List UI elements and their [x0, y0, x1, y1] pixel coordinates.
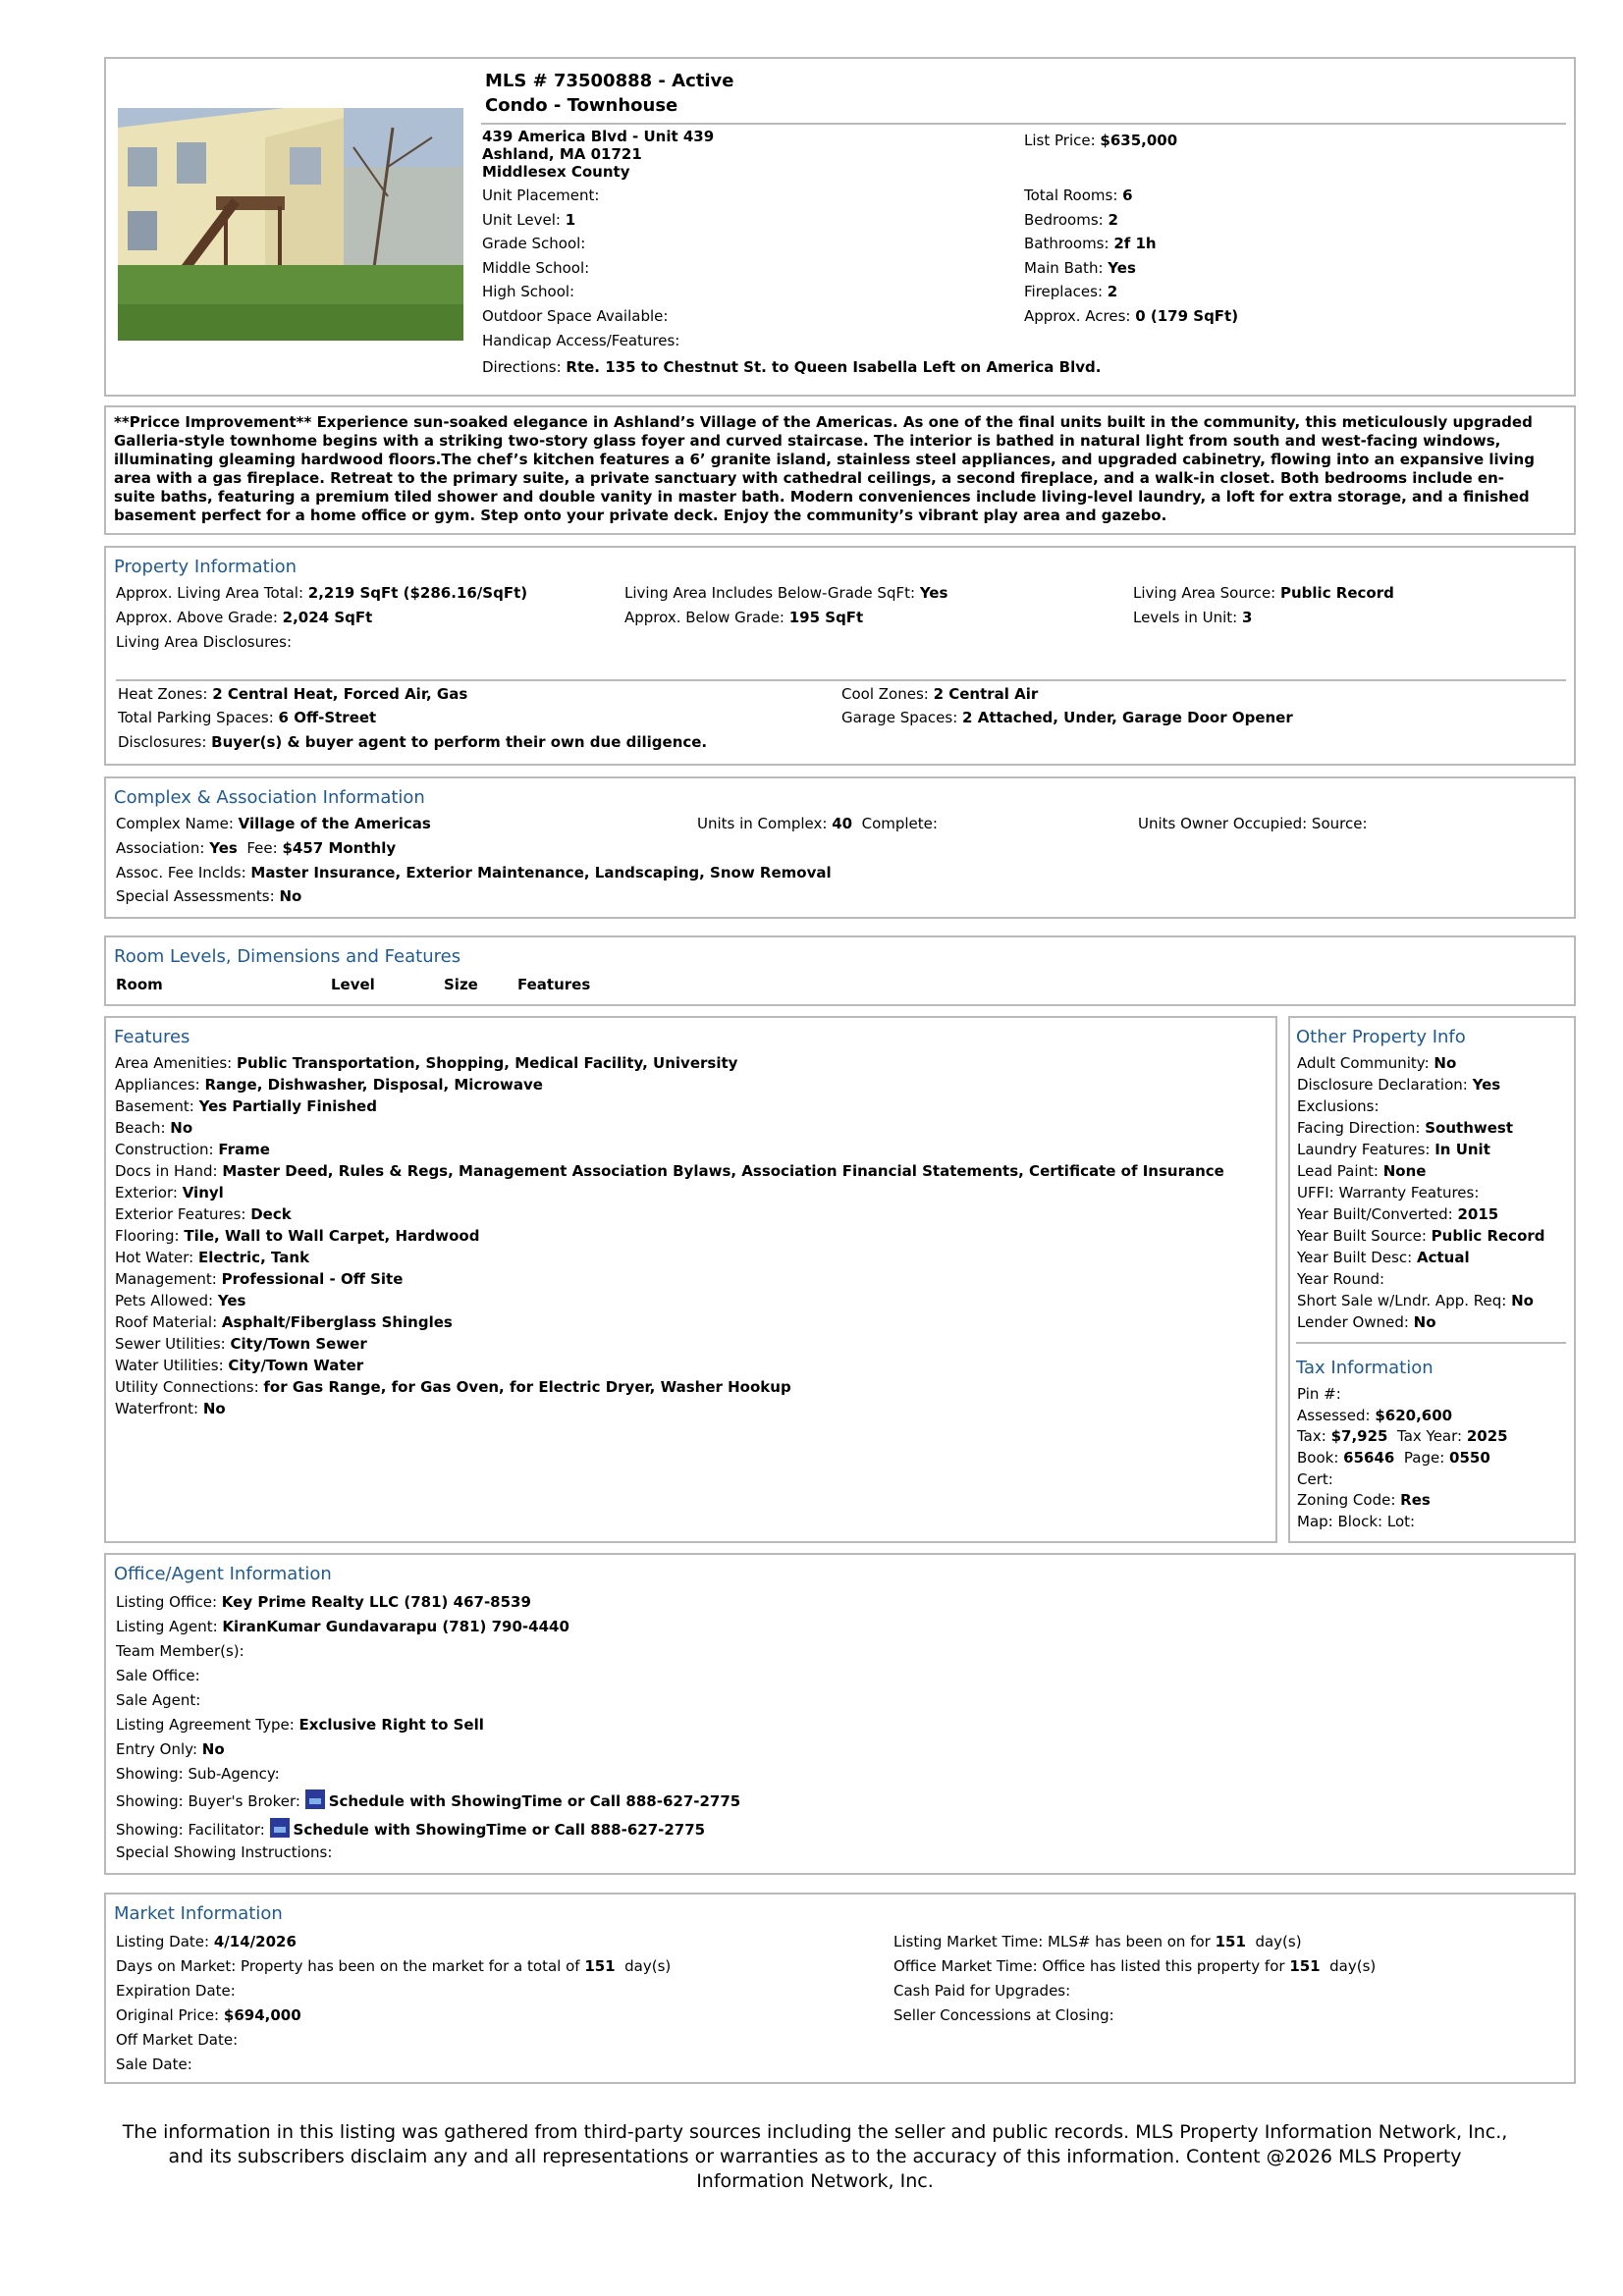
living-area-below-grade: Living Area Includes Below-Grade SqFt: Yes — [624, 584, 948, 602]
market-item: Listing Date: 4/14/2026 — [116, 1933, 297, 1950]
summary-item: Grade School: — [482, 235, 586, 253]
summary-item: Middle School: — [482, 258, 590, 277]
other-info-title: Other Property Info — [1296, 1027, 1466, 1047]
pin-number: Pin #: — [1297, 1385, 1341, 1403]
special-showing-instructions: Special Showing Instructions: — [116, 1843, 333, 1861]
property-description: **Pricce Improvement** Experience sun-soaked elegance in Ashland’s Village of the Americas. As one of the final units built in the community, this meticulously upgraded Galleria-style townhome begins with a striking two-story glass foyer and curved staircase. The interior is bathed in natural light from south and west-facing windows, illuminating gleaming hardwood floors.The chef’s kitchen features a 6’ granite island, stainless steel appliances, and upgraded cabinetry, flowing into an expansive living area with a gas fireplace. Retreat to the primary suite, a private sanctuary with cathedral ceilings, a second fireplace, and a walk-in closet. Both bedrooms include en-suite baths, featuring a premium tiled shower and double vanity in master bath. Modern conveniences include living-level laundry, a loft for extra storage, and a finished basement perfect for a home office or gym. Step onto your private deck. Enjoy the community’s vibrant play area and gazebo. — [114, 413, 1535, 524]
room-header-room: Room — [116, 976, 163, 993]
county: Middlesex County — [482, 163, 630, 181]
showingtime-icon[interactable] — [305, 1789, 325, 1809]
other-info-item: Facing Direction: Southwest — [1297, 1119, 1514, 1137]
summary-item: Unit Level: 1 — [482, 210, 576, 229]
other-info-item: Lender Owned: No — [1297, 1313, 1436, 1331]
other-info-item: Year Built/Converted: 2015 — [1297, 1205, 1499, 1223]
feature-item: Docs in Hand: Master Deed, Rules & Regs, Management Association Bylaws, Association Financial Statements, Certificate of Insurance — [115, 1162, 1224, 1180]
facilitator-link[interactable]: Schedule with ShowingTime or Call 888-627-2775 — [293, 1821, 706, 1839]
property-divider — [116, 679, 1566, 681]
feature-item: Waterfront: No — [115, 1400, 226, 1417]
cool-zones: Cool Zones: 2 Central Air — [841, 685, 1039, 703]
market-item: Cash Paid for Upgrades: — [893, 1981, 1071, 2000]
market-item: Expiration Date: — [116, 1981, 236, 2000]
feature-item: Construction: Frame — [115, 1141, 270, 1158]
feature-item: Basement: Yes Partially Finished — [115, 1097, 377, 1115]
address-line-1: 439 America Blvd - Unit 439 — [482, 128, 715, 145]
other-info-item: UFFI: Warranty Features: — [1297, 1184, 1480, 1201]
market-item: Days on Market: Property has been on the market for a total of 151 day(s) — [116, 1956, 672, 1975]
feature-item: Flooring: Tile, Wall to Wall Carpet, Hardwood — [115, 1227, 480, 1245]
summary-item: Bathrooms: 2f 1h — [1024, 235, 1157, 253]
feature-item: Exterior: Vinyl — [115, 1184, 224, 1201]
living-area-source: Living Area Source: Public Record — [1133, 584, 1394, 602]
below-grade: Approx. Below Grade: 195 SqFt — [624, 609, 864, 626]
office-agent-item: Listing Agent: KiranKumar Gundavarapu (781) 790-4440 — [116, 1618, 569, 1635]
assessed-value: Assessed: $620,600 — [1297, 1407, 1453, 1424]
other-info-item: Disclosure Declaration: Yes — [1297, 1076, 1501, 1094]
office-agent-item: Sale Office: — [116, 1667, 200, 1684]
summary-item: Approx. Acres: 0 (179 SqFt) — [1024, 307, 1239, 325]
mls-number: MLS # 73500888 - Active — [485, 71, 734, 91]
living-area-total: Approx. Living Area Total: 2,219 SqFt ($286.16/SqFt) — [116, 584, 528, 602]
showing-facilitator: Showing: Facilitator: Schedule with ShowingTime or Call 888-627-2775 — [116, 1818, 705, 1839]
parking-spaces: Total Parking Spaces: 6 Off-Street — [118, 709, 377, 726]
summary-item: Bedrooms: 2 — [1024, 210, 1118, 229]
list-price: List Price: $635,000 — [1024, 132, 1178, 149]
feature-item: Roof Material: Asphalt/Fiberglass Shingles — [115, 1313, 453, 1331]
summary-item: Handicap Access/Features: — [482, 331, 680, 349]
other-info-item: Short Sale w/Lndr. App. Req: No — [1297, 1292, 1534, 1309]
property-info-title: Property Information — [114, 557, 298, 577]
above-grade: Approx. Above Grade: 2,024 SqFt — [116, 609, 373, 626]
other-info-item: Lead Paint: None — [1297, 1162, 1427, 1180]
special-assessments: Special Assessments: No — [116, 887, 302, 905]
office-agent-item: Listing Agreement Type: Exclusive Right to Sell — [116, 1716, 484, 1734]
complex-info-title: Complex & Association Information — [114, 787, 425, 808]
office-agent-item: Entry Only: No — [116, 1740, 225, 1758]
features-title: Features — [114, 1027, 190, 1047]
summary-item: Fireplaces: 2 — [1024, 283, 1118, 301]
office-agent-title: Office/Agent Information — [114, 1564, 332, 1584]
feature-item: Appliances: Range, Dishwasher, Disposal, Microwave — [115, 1076, 543, 1094]
other-info-item: Year Built Source: Public Record — [1297, 1227, 1545, 1245]
header-divider — [481, 123, 1566, 125]
market-info-title: Market Information — [114, 1903, 283, 1924]
complex-name: Complex Name: Village of the Americas — [116, 815, 431, 832]
showingtime-icon[interactable] — [270, 1818, 290, 1838]
property-type: Condo - Townhouse — [485, 95, 678, 116]
association-fee: Association: Yes Fee: $457 Monthly — [116, 839, 397, 857]
feature-item: Beach: No — [115, 1119, 193, 1137]
living-area-disclosures: Living Area Disclosures: — [116, 633, 293, 651]
disclosures: Disclosures: Buyer(s) & buyer agent to perform their own due diligence. — [118, 733, 708, 751]
other-info-item: Laundry Features: In Unit — [1297, 1141, 1490, 1158]
market-item: Seller Concessions at Closing: — [893, 2005, 1114, 2024]
market-item: Original Price: $694,000 — [116, 2005, 301, 2024]
book-page: Book: 65646 Page: 0550 — [1297, 1449, 1490, 1467]
zoning-code: Zoning Code: Res — [1297, 1491, 1431, 1509]
room-header-level: Level — [331, 976, 375, 993]
summary-item: Main Bath: Yes — [1024, 258, 1136, 277]
directions: Directions: Rte. 135 to Chestnut St. to Queen Isabella Left on America Blvd. — [482, 358, 1102, 376]
feature-item: Utility Connections: for Gas Range, for Gas Oven, for Electric Dryer, Washer Hookup — [115, 1378, 791, 1396]
feature-item: Management: Professional - Off Site — [115, 1270, 404, 1288]
assoc-fee-includes: Assoc. Fee Inclds: Master Insurance, Exterior Maintenance, Landscaping, Snow Removal — [116, 864, 832, 881]
feature-item: Sewer Utilities: City/Town Sewer — [115, 1335, 367, 1353]
feature-item: Area Amenities: Public Transportation, Shopping, Medical Facility, University — [115, 1054, 738, 1072]
office-agent-item: Listing Office: Key Prime Realty LLC (781) 467-8539 — [116, 1593, 531, 1611]
units-in-complex: Units in Complex: 40 Complete: — [697, 815, 938, 832]
summary-item: Outdoor Space Available: — [482, 307, 669, 325]
room-header-size: Size — [444, 976, 478, 993]
market-item: Off Market Date: — [116, 2030, 239, 2049]
feature-item: Water Utilities: City/Town Water — [115, 1357, 364, 1374]
feature-item: Pets Allowed: Yes — [115, 1292, 246, 1309]
other-divider — [1296, 1342, 1566, 1344]
room-header-features: Features — [517, 976, 591, 993]
cert: Cert: — [1297, 1470, 1333, 1488]
address-line-2: Ashland, MA 01721 — [482, 145, 642, 163]
summary-item: High School: — [482, 283, 575, 301]
heat-zones: Heat Zones: 2 Central Heat, Forced Air, Gas — [118, 685, 468, 703]
summary-item: Total Rooms: 6 — [1024, 187, 1133, 204]
other-info-item: Year Built Desc: Actual — [1297, 1249, 1470, 1266]
tax-amount: Tax: $7,925 Tax Year: 2025 — [1297, 1427, 1508, 1445]
property-photo — [118, 108, 463, 341]
market-item: Office Market Time: Office has listed this property for 151 day(s) — [893, 1956, 1377, 1975]
market-info-box — [104, 1893, 1576, 2084]
office-agent-item: Sale Agent: — [116, 1691, 201, 1709]
levels-in-unit: Levels in Unit: 3 — [1133, 609, 1253, 626]
summary-item: Unit Placement: — [482, 187, 600, 204]
tax-info-title: Tax Information — [1296, 1358, 1434, 1378]
other-info-item: Adult Community: No — [1297, 1054, 1457, 1072]
market-item: Sale Date: — [116, 2055, 192, 2073]
market-item: Listing Market Time: MLS# has been on for 151 day(s) — [893, 1933, 1302, 1950]
map-block-lot: Map: Block: Lot: — [1297, 1513, 1416, 1530]
feature-item: Exterior Features: Deck — [115, 1205, 292, 1223]
garage-spaces: Garage Spaces: 2 Attached, Under, Garage Door Opener — [841, 709, 1293, 726]
buyers-broker-link[interactable]: Schedule with ShowingTime or Call 888-627-2775 — [328, 1792, 741, 1810]
room-levels-title: Room Levels, Dimensions and Features — [114, 946, 461, 967]
feature-item: Hot Water: Electric, Tank — [115, 1249, 310, 1266]
showing-buyers-broker: Showing: Buyer's Broker: Schedule with ShowingTime or Call 888-627-2775 — [116, 1789, 740, 1810]
units-owner-occupied: Units Owner Occupied: Source: — [1138, 815, 1368, 832]
office-agent-item: Team Member(s): — [116, 1642, 244, 1660]
other-info-item: Exclusions: — [1297, 1097, 1380, 1115]
disclaimer-footer: The information in this listing was gathered from third-party sources including the seller and public records. MLS Property Information Network, Inc., and its subscribers disclaim any and all representations or warranties as to the accuracy of this information. Content @2026 MLS Property Information Network, Inc. — [122, 2121, 1508, 2192]
office-agent-item: Showing: Sub-Agency: — [116, 1765, 280, 1783]
other-info-item: Year Round: — [1297, 1270, 1385, 1288]
